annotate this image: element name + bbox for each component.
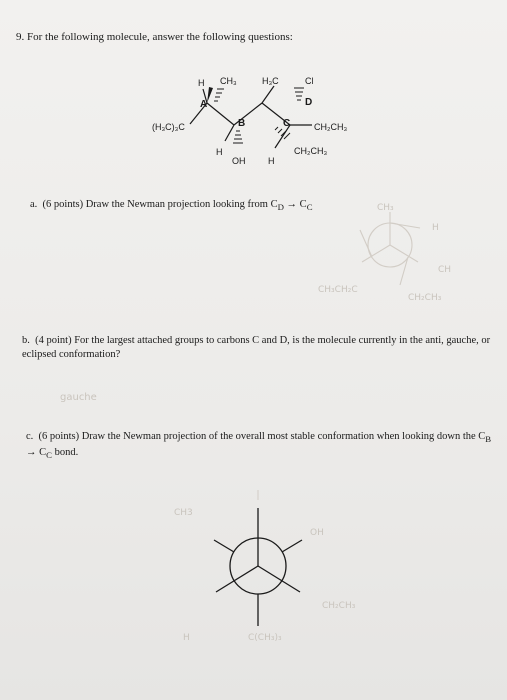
part-c-sub-c: C [46,450,52,461]
label-ch3-top: CH₃ [220,76,237,86]
label-h-top-left: H [198,78,205,88]
label-oh-bottom: OH [232,156,246,166]
question-prompt: For the following molecule, answer the following questions: [27,31,293,43]
part-c-letter: c. [26,431,34,442]
hw-c-left: CH3 [174,508,193,518]
hw-a-top: CH₃ [377,203,394,213]
part-c-sub-b: B [485,434,492,445]
part-a-sub-d: D [277,202,284,213]
part-a-prompt: (6 points) Draw the Newman projection looking from C [42,199,278,210]
label-h-bottom-left: H [216,147,223,157]
hw-c-right: OH [310,528,324,538]
hw-a-right: H [432,223,439,233]
part-a-sub-c: C [306,202,313,213]
part-c-end: bond. [51,447,79,459]
label-tert-butyl: (H₃C)₃C [152,122,185,132]
label-h3c-top: H₃C [262,76,279,86]
label-cl-top: Cl [305,76,314,86]
part-a-letter: a. [30,199,38,210]
part-a-arrow: → C [283,199,307,210]
label-ethyl-right: CH₂CH₃ [314,122,348,132]
label-carbon-a: A [200,99,208,110]
label-carbon-c: C [283,118,291,129]
question-number: 9. [16,31,25,43]
label-h-bottom-right: H [268,156,275,166]
part-b-prompt: (4 point) For the largest attached groups to carbons C and D, is the molecule currently in the anti, gauche, or eclipsed conformation? [22,335,491,360]
hw-a-right2: CH [438,265,452,275]
label-ethyl-bottom: CH₂CH₃ [294,146,328,156]
label-carbon-d: D [305,97,313,108]
hw-c-bottom-right: CH₂CH₃ [322,601,356,611]
part-c-prompt: (6 points) Draw the Newman projection of the overall most stable conformation when looking down the C [38,431,486,442]
hw-b-answer: gauche [60,392,97,403]
hw-c-lower-left: H [183,633,190,643]
hw-c-bottom: C(CH₃)₃ [248,633,282,643]
hw-a-bottom-left: CH₃CH₂C [318,285,358,295]
part-c-arrow: → C [26,447,47,459]
label-carbon-b: B [238,118,246,129]
hw-a-bottom-right: CH₂CH₃ [408,293,442,303]
part-b-letter: b. [22,335,30,346]
